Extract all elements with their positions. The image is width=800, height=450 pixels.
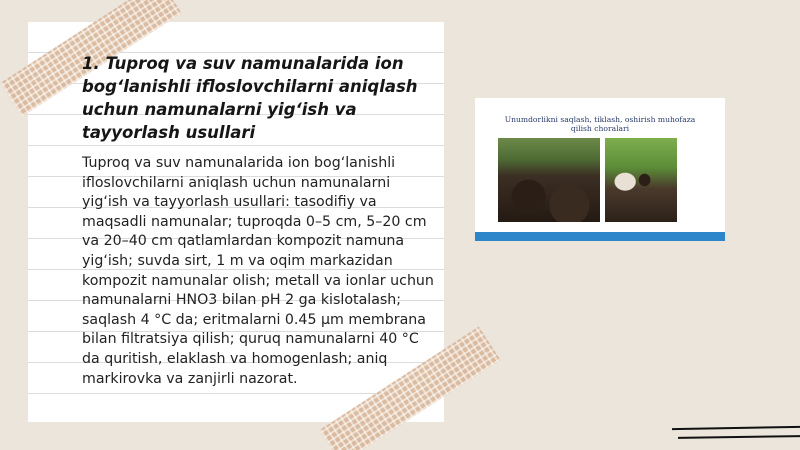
- embedded-image: [475, 98, 725, 241]
- decorative-line-1: [672, 426, 800, 430]
- image-caption: [475, 115, 725, 133]
- image-caption-line-2: qilish choralari: [570, 124, 630, 133]
- slide-title: 1. Tuproq va suv namunalarida ion bog‘lanishli ifloslovchilarni aniqlash uchun namunalarni yig‘ish va tayyorlash usullari: [82, 54, 418, 142]
- soil-in-hand-photo: [605, 138, 677, 222]
- decorative-line-2: [678, 435, 800, 439]
- slide-body-text: Tuproq va suv namunalarida ion bog‘lanishli ifloslovchilarni aniqlash uchun namunalarni yig‘ish va tayyorlash usullari: tasodifiy va maqsadli namunalar; tuproqda 0–5 cm, 5–20 cm va 20–40 cm qatlamlardan kompozit namuna yig‘ish; suvda sirt, 1 m va oqim markazidan kompozit namunalar olish; metall va ionlar uchun namunalarni HNO3 bilan pH 2 ga kislotalash; saqlash 4 °C da; eritmalarni 0.45 μm membrana bilan filtratsiya qilish; quruq namunalarni 40 °C da quritish, elaklash va homogenlash; aniq markirovka va zanjirli nazorat.: [82, 155, 434, 387]
- image-caption-line-1: Unumdorlikni saqlash, tiklash, oshirish muhofaza: [504, 115, 696, 124]
- image-bottom-bar: [475, 232, 725, 241]
- soil-photo-left: [498, 138, 600, 222]
